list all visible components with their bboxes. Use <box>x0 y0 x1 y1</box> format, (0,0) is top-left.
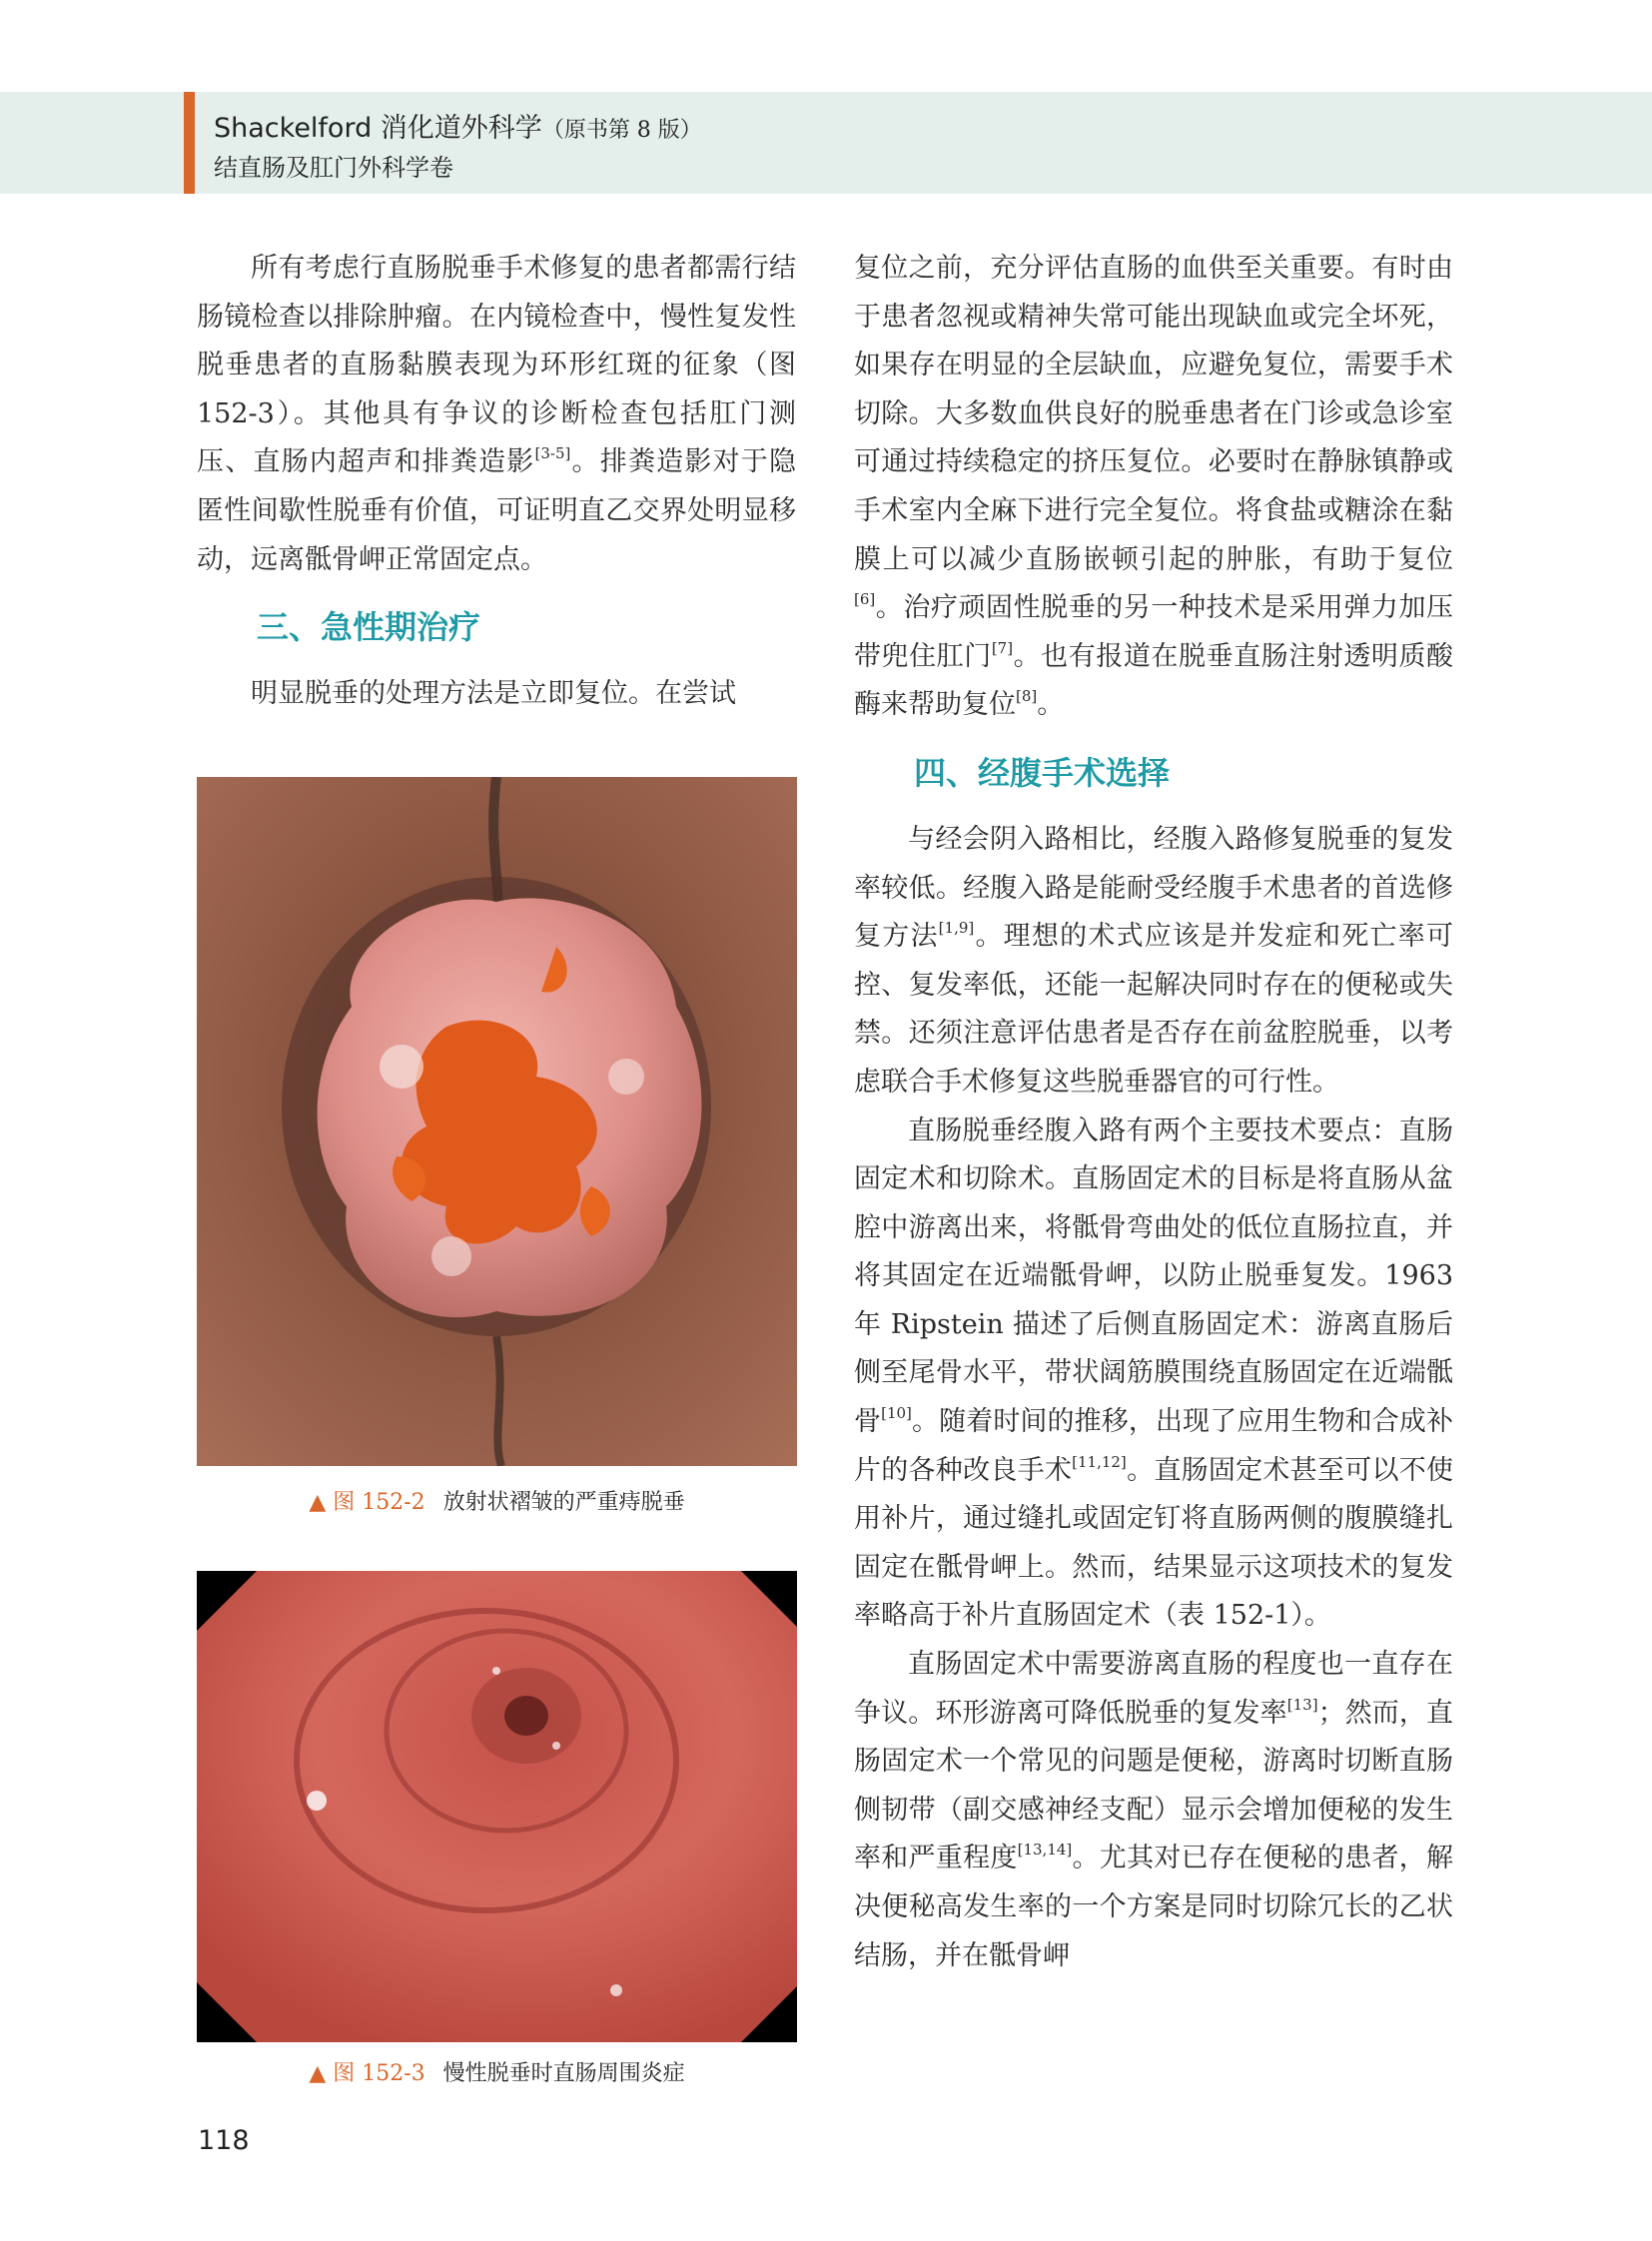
paragraph: 直肠脱垂经腹入路有两个主要技术要点：直肠固定术和切除术。直肠固定术的目标是将直肠从盆腔中游离出来，将骶骨弯曲处的低位直肠拉直，并将其固定在近端骶骨岬，以防止脱垂复发。1963 年 Ripstein 描述了后侧直肠固定术：游离直肠后侧至尾骨水平，带状阔筋膜围绕直肠固定在近端骶骨[10]。随着时间的推移，出现了应用生物和合成补片的各种改良手术[11,12]。直肠固定术甚至可以不使用补片，通过缝扎或固定钉将直肠两侧的腹膜缝扎固定在骶骨岬上。然而，结果显示这项技术的复发率略高于补片直肠固定术（表 152-1）。 <box>854 1115 1454 1632</box>
figure-number: 图 152-3 <box>333 2061 425 2086</box>
book-title <box>214 106 702 145</box>
citation: [3-5] <box>534 444 571 463</box>
triangle-icon: ▲ <box>309 1490 327 1515</box>
edition-text: （原书第 8 版） <box>541 118 702 143</box>
paragraph: 与经会阴入路相比，经腹入路修复脱垂的复发率较低。经腹入路是能耐受经腹手术患者的首选修复方法[1,9]。理想的术式应该是并发症和死亡率可控、复发率低，还能一起解决同时存在的便秘或失禁。还须注意评估患者是否存在前盆腔脱垂，以考虑联合手术修复这些脱垂器官的可行性。 <box>854 823 1454 1098</box>
paragraph: 所有考虑行直肠脱垂手术修复的患者都需行结肠镜检查以排除肿瘤。在内镜检查中，慢性复发性脱垂患者的直肠黏膜表现为环形红斑的征象（图 152-3）。其他具有争议的诊断检查包括肛门测压、直肠内超声和排粪造影[3-5]。排粪造影对于隐匿性间歇性脱垂有价值，可证明直乙交界处明显移动，远离骶骨岬正常固定点。 <box>197 253 796 575</box>
endoscopy-photo <box>197 1571 797 2042</box>
header-accent-bar <box>184 92 195 194</box>
citation: [11,12] <box>1072 1452 1127 1471</box>
figure-hemorrhoid-prolapse <box>197 777 797 1466</box>
book-title-text: Shackelford 消化道外科学 <box>214 113 542 144</box>
figure-endoscopy <box>197 1571 797 2042</box>
citation: [10] <box>881 1404 912 1423</box>
paragraph: 复位之前，充分评估直肠的血供至关重要。有时由于患者忽视或精神失常可能出现缺血或完全坏死，如果存在明显的全层缺血，应避免复位，需要手术切除。大多数血供良好的脱垂患者在门诊或急诊室可通过持续稳定的挤压复位。必要时在静脉镇静或手术室内全麻下进行完全复位。将食盐或糖涂在黏膜上可以减少直肠嵌顿引起的肿胀，有助于复位[6]。治疗顽固性脱垂的另一种技术是采用弹力加压带兜住肛门[7]。也有报道在脱垂直肠注射透明质酸酶来帮助复位[8]。 <box>854 253 1454 721</box>
left-column <box>197 245 796 719</box>
prolapse-photo <box>197 777 797 1466</box>
citation: [6] <box>854 590 876 609</box>
citation: [13] <box>1286 1695 1318 1714</box>
figure-caption <box>197 2056 797 2087</box>
citation: [7] <box>991 638 1014 657</box>
figure-caption <box>197 1485 797 1516</box>
section-heading: 三、急性期治疗 <box>257 608 481 647</box>
citation: [13,14] <box>1017 1841 1073 1860</box>
caption-text: 放射状褶皱的严重痔脱垂 <box>442 1490 685 1515</box>
page-number: 118 <box>198 2125 250 2156</box>
right-column <box>854 245 1453 1980</box>
caption-text: 慢性脱垂时直肠周围炎症 <box>442 2061 685 2086</box>
triangle-icon: ▲ <box>309 2061 327 2086</box>
citation: [8] <box>1016 687 1038 706</box>
section-heading: 四、经腹手术选择 <box>914 753 1171 792</box>
volume-title: 结直肠及肛门外科学卷 <box>214 154 453 182</box>
citation: [1,9] <box>938 919 975 938</box>
paragraph: 明显脱垂的处理方法是立即复位。在尝试 <box>251 678 736 710</box>
figure-number: 图 152-2 <box>333 1490 425 1515</box>
paragraph: 直肠固定术中需要游离直肠的程度也一直存在争议。环形游离可降低脱垂的复发率[13]；然而，直肠固定术一个常见的问题是便秘，游离时切断直肠侧韧带（副交感神经支配）显示会增加便秘的发生率和严重程度[13,14]。尤其对已存在便秘的患者，解决便秘高发生率的一个方案是同时切除冗长的乙状结肠，并在骶骨岬 <box>854 1649 1454 1971</box>
